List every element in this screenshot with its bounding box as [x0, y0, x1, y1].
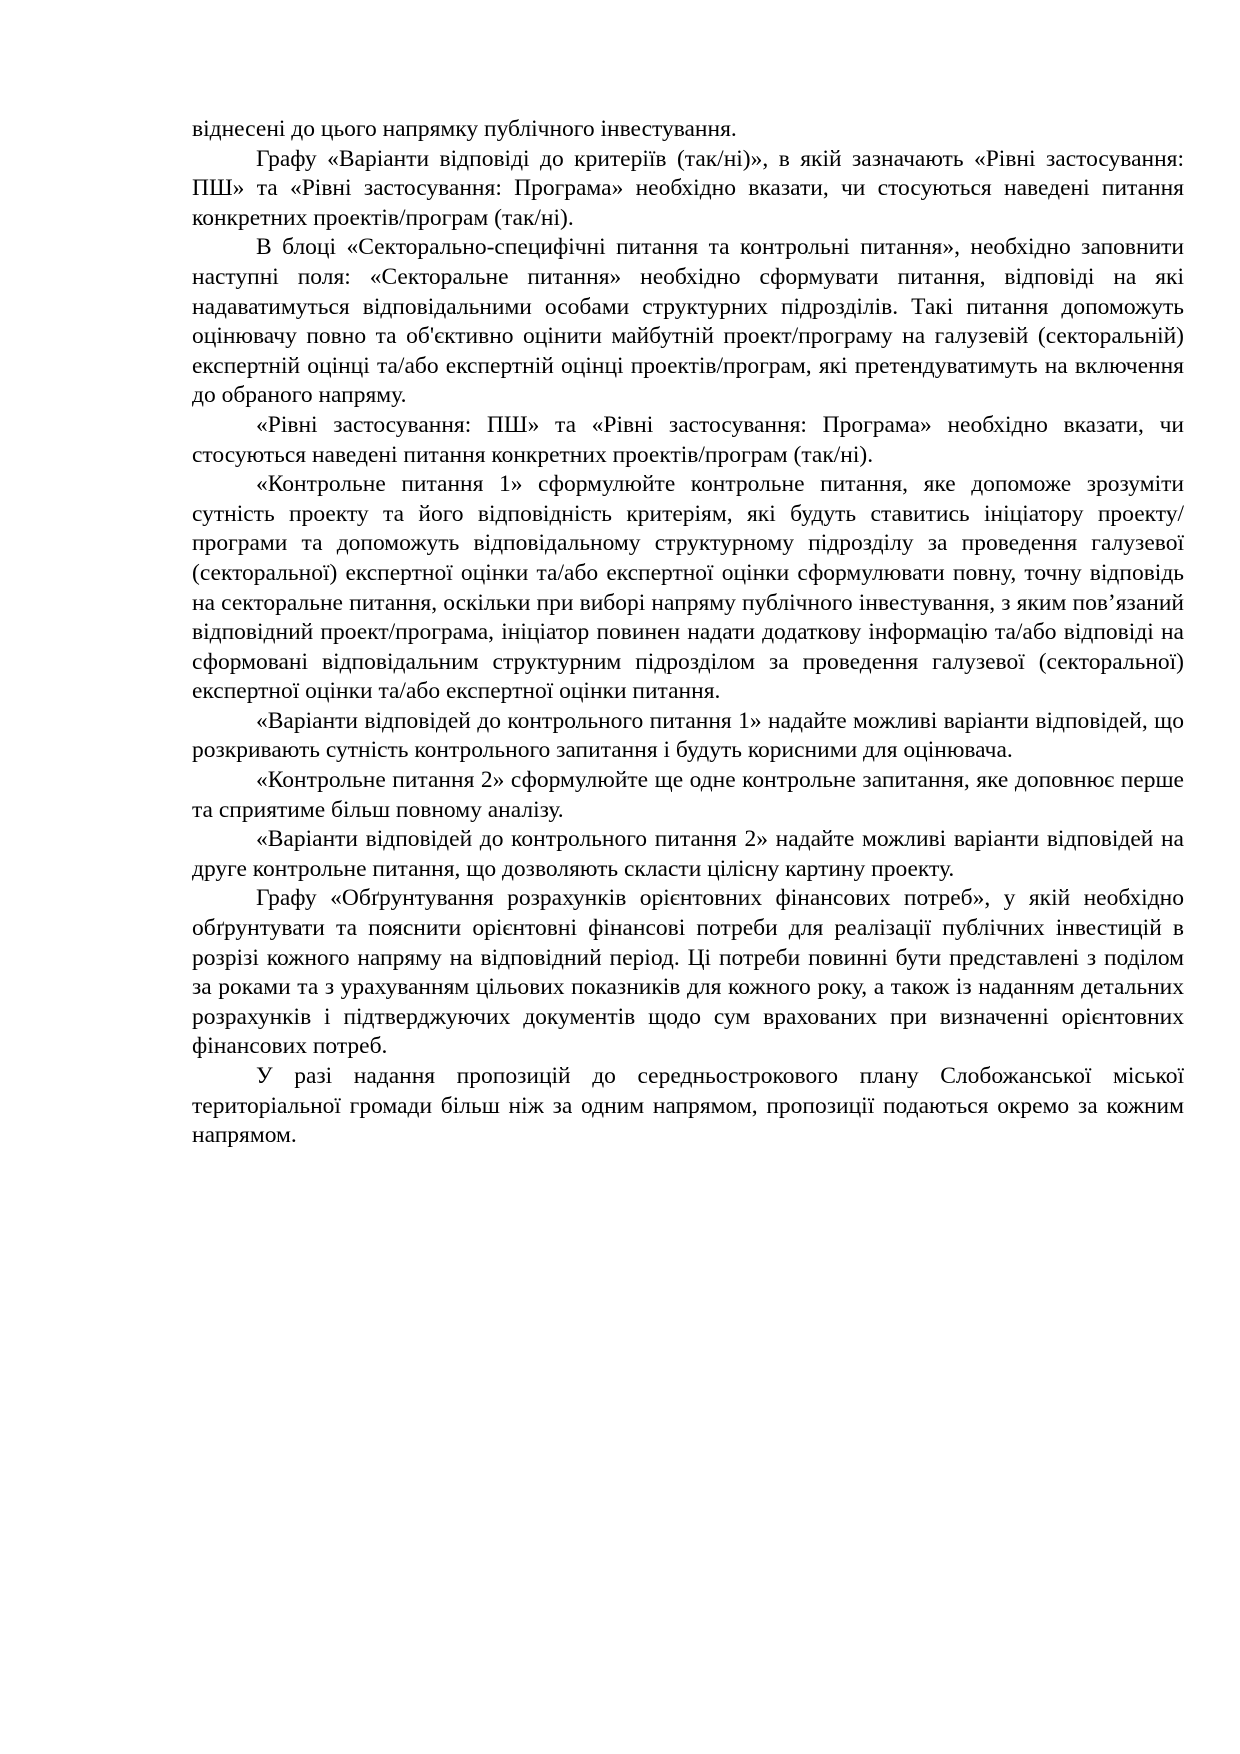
- document-page: [192, 115, 1184, 1151]
- paragraph-financial-justification: Графу «Обґрунтування розрахунків орієнтовних фінансових потреб», у якій необхідно обґрунтувати та пояснити орієнтовні фінансові потреби для реалізації публічних інвестицій в розрізі кожного напряму на відповідний період. Ці потреби повинні бути представлені з поділом за роками та з урахуванням цільових показників для кожного року, а також із наданням детальних розрахунків і підтверджуючих документів щодо сум врахованих при визначенні орієнтовних фінансових потреб.: [192, 885, 1184, 1060]
- paragraph-multiple-directions: У разі надання пропозицій до середньострокового плану Слобожанської міської територіальної громади більш ніж за одним напрямом, пропозиції подаються окремо за кожним напрямом.: [192, 1063, 1184, 1149]
- paragraph-sector-specific-block: В блоці «Секторально-специфічні питання та контрольні питання», необхідно заповнити наступні поля: «Секторальне питання» необхідно сформувати питання, відповіді на які надаватимуться відповідальними особами структурних підрозділів. Такі питання допоможуть оцінювачу повно та об'єктивно оцінити майбутній проект/програму на галузевій (секторальній) експертній оцінці та/або експертній оцінці проектів/програм, які претендуватимуть на включення до обраного напряму.: [192, 234, 1184, 409]
- paragraph-application-levels: «Рівні застосування: ПШ» та «Рівні застосування: Програма» необхідно вказати, чи стосуються наведені питання конкретних проектів/програм (так/ні).: [192, 411, 1184, 468]
- paragraph-answer-options-criteria: Графу «Варіанти відповіді до критеріїв (так/ні)», в якій зазначають «Рівні застосування: ПШ» та «Рівні застосування: Програма» необхідно вказати, чи стосуються наведені питання конкретних проектів/програм (так/ні).: [192, 145, 1184, 231]
- paragraph-continuation: віднесені до цього напрямку публічного інвестування.: [192, 116, 737, 142]
- paragraph-answer-options-question-2: «Варіанти відповідей до контрольного питання 2» надайте можливі варіанти відповідей на друге контрольне питання, що дозволяють скласти цілісну картину проекту.: [192, 826, 1184, 882]
- paragraph-control-question-1: «Контрольне питання 1» сформулюйте контрольне питання, яке допоможе зрозуміти сутність проекту та його відповідність критеріям, які будуть ставитись ініціатору проекту/програми та допоможуть відповідальному структурному підрозділу за проведення галузевої (секторальної) експертної оцінки та/або експертної оцінки сформулювати повну, точну відповідь на секторальне питання, оскільки при виборі напряму публічного інвестування, з яким пов’язаний відповідний проект/програма, ініціатор повинен надати додаткову інформацію та/або відповіді на сформовані відповідальним структурним підрозділом за проведення галузевої (секторальної) експертної оцінки та/або експертної оцінки питання.: [192, 471, 1184, 705]
- paragraph-answer-options-question-1: «Варіанти відповідей до контрольного питання 1» надайте можливі варіанти відповідей, що розкривають сутність контрольного запитання і будуть корисними для оцінювача.: [192, 707, 1184, 764]
- paragraph-control-question-2: «Контрольне питання 2» сформулюйте ще одне контрольне запитання, яке доповнює перше та сприятиме більш повному аналізу.: [192, 767, 1184, 823]
